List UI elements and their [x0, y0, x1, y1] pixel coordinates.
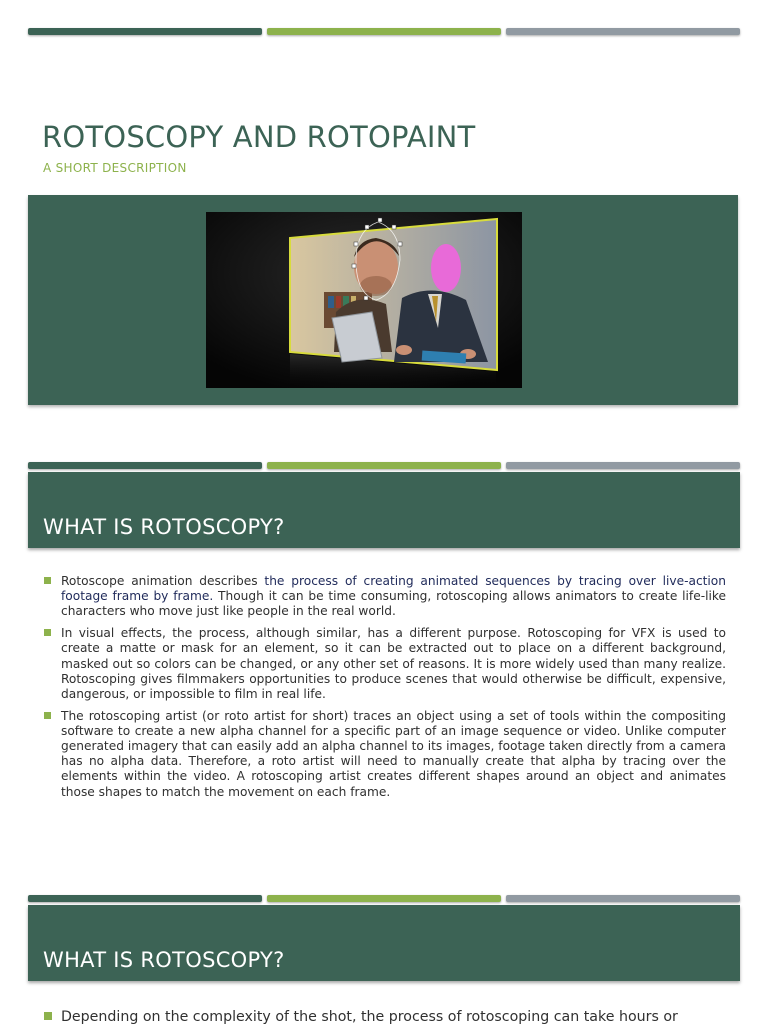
bullet-item	[42, 709, 726, 800]
accent-segment-light-green	[267, 895, 501, 902]
bullet-marker	[44, 1012, 52, 1020]
section-heading: WHAT IS ROTOSCOPY?	[43, 515, 285, 539]
section-header-2	[28, 905, 740, 981]
accent-segment-light-green	[267, 28, 501, 35]
hero-band	[28, 195, 738, 405]
accent-segment-dark-green	[28, 895, 262, 902]
bullet-list-2	[42, 1008, 726, 1024]
page-subtitle: A SHORT DESCRIPTION	[43, 161, 187, 175]
bullet-item	[42, 626, 726, 702]
bullet-marker	[44, 629, 51, 636]
accent-segment-gray	[506, 462, 740, 469]
accent-bar-top	[28, 28, 740, 35]
bullet-text-prefix: Rotoscope animation describes	[61, 574, 265, 588]
bullet-link-text[interactable]: the process of creating animated sequences by tracing over live-action footage frame by frame.	[61, 574, 726, 604]
accent-segment-light-green	[267, 462, 501, 469]
accent-segment-gray	[506, 28, 740, 35]
accent-segment-dark-green	[28, 462, 262, 469]
bullet-text-suffix: Though it can be time consuming, rotoscoping allows animators to create life-like characters who move just like people in the real world.	[61, 589, 726, 619]
bullet-text: The rotoscoping artist (or roto artist for short) traces an object using a set of tools within the compositing software to create a new alpha channel for a specific part of an image sequence or video. Unlike computer generated imagery that can easily add an alpha channel to its images, footage taken directly from a camera has no alpha data. Therefore, a roto artist will need to manually create that alpha by tracing over the elements within the video. A rotoscoping artist creates different shapes around an object and animates those shapes to match the movement on each frame.	[61, 708, 726, 799]
bullet-marker	[44, 577, 51, 584]
accent-segment-dark-green	[28, 28, 262, 35]
section-header-1	[28, 472, 740, 548]
bullet-text: In visual effects, the process, although similar, has a different purpose. Rotoscoping for VFX is used to create a matte or mask for an element, so it can be extracted out to place on a different background, masked out so colors can be changed, or any other set of reasons. It is more widely used than many realize. Rotoscoping gives filmmakers opportunities to produce scenes that would otherwise be difficult, expensive, dangerous, or impossible to film in real life.	[61, 626, 726, 701]
rotoscoping-illustration-image	[206, 212, 522, 388]
bullet-marker	[44, 712, 51, 719]
accent-segment-gray	[506, 895, 740, 902]
page-title: ROTOSCOPY AND ROTOPAINT	[42, 120, 476, 154]
accent-bar-section-2	[28, 895, 740, 902]
accent-bar-section-1	[28, 462, 740, 469]
bullet-item	[42, 1008, 726, 1024]
bullet-text: Depending on the complexity of the shot, the process of rotoscoping can take hours or	[61, 1009, 678, 1024]
section-heading: WHAT IS ROTOSCOPY?	[43, 948, 285, 972]
bullet-item	[42, 574, 726, 620]
bullet-list-1	[42, 574, 726, 806]
